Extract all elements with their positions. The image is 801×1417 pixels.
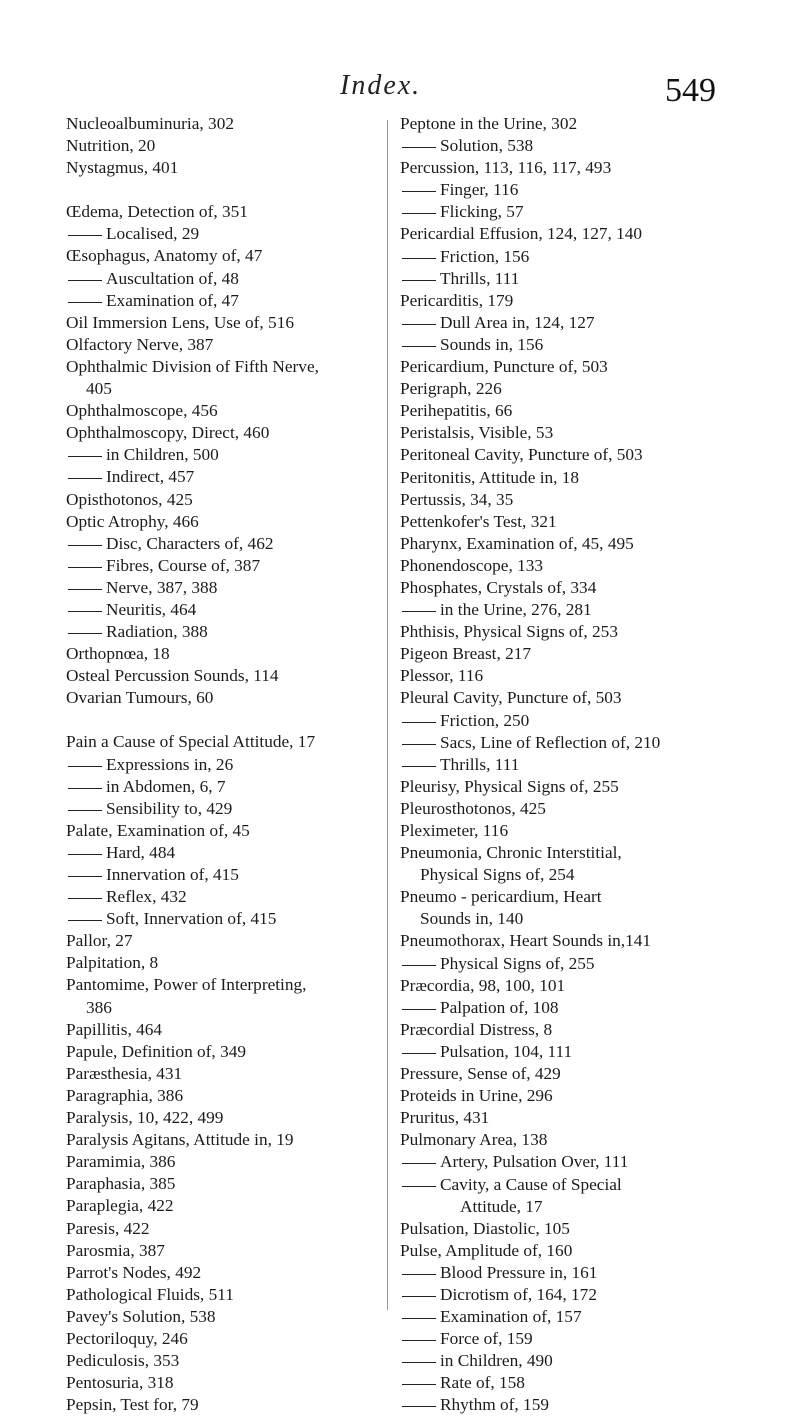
index-subentry [400, 135, 736, 157]
entry-text: Palpitation, 8 [66, 953, 159, 973]
index-subentry [400, 246, 736, 268]
entry-text: Ophthalmoscopy, Direct, 460 [66, 423, 270, 443]
entry-text: Pneumothorax, Heart Sounds in,141 [400, 931, 652, 951]
entry-text: Oil Immersion Lens, Use of, 516 [66, 312, 294, 332]
ditto-dash [68, 589, 102, 590]
index-entry [400, 489, 736, 511]
entry-text: Radiation, 388 [106, 622, 208, 642]
section-gap [66, 709, 386, 731]
entry-text: Pathological Fluids, 511 [66, 1284, 234, 1304]
ditto-dash [68, 876, 102, 877]
entry-text: Pneumonia, Chronic Interstitial, [400, 843, 622, 863]
index-entry [66, 1019, 386, 1041]
entry-text: Rate of, 158 [440, 1373, 525, 1393]
index-subentry [400, 1372, 736, 1394]
index-entry [400, 1107, 736, 1129]
index-entry [66, 1306, 386, 1328]
index-subentry [66, 754, 386, 776]
index-subentry [400, 732, 736, 754]
ditto-dash [402, 1274, 436, 1275]
ditto-dash [402, 1340, 436, 1341]
page-header [0, 70, 801, 110]
entry-text: Disc, Characters of, 462 [106, 533, 274, 553]
ditto-dash [402, 1009, 436, 1010]
index-entry [66, 334, 386, 356]
index-entry [66, 489, 386, 511]
index-subentry [400, 1151, 736, 1173]
index-entry [66, 422, 386, 444]
index-entry [66, 511, 386, 533]
index-entry [66, 1195, 386, 1217]
ditto-dash [402, 1163, 436, 1164]
index-subentry [400, 997, 736, 1019]
index-entry [66, 952, 386, 974]
index-entry [66, 1063, 386, 1085]
index-subentry [66, 886, 386, 908]
entry-text: Œsophagus, Anatomy of, 47 [66, 246, 263, 266]
entry-text: Dicrotism of, 164, 172 [440, 1284, 597, 1304]
entry-text: Indirect, 457 [106, 467, 195, 487]
index-entry-continuation [66, 378, 386, 400]
index-entry [66, 1129, 386, 1151]
entry-text: in Children, 490 [440, 1351, 553, 1371]
ditto-dash [402, 1296, 436, 1297]
entry-text: Orthopnœa, 18 [66, 644, 170, 664]
index-subentry [400, 1174, 736, 1196]
ditto-dash [402, 611, 436, 612]
index-entry [400, 1085, 736, 1107]
index-subentry [400, 599, 736, 621]
ditto-dash [68, 788, 102, 789]
index-entry [400, 1063, 736, 1085]
index-entry [400, 1019, 736, 1041]
entry-text: Pulse, Amplitude of, 160 [400, 1240, 573, 1260]
index-entry [66, 113, 386, 135]
entry-text: Pharynx, Examination of, 45, 495 [400, 533, 634, 553]
index-subentry [66, 533, 386, 555]
entry-text: Sensibility to, 429 [106, 798, 233, 818]
index-entry [400, 467, 736, 489]
index-entry [400, 798, 736, 820]
index-entry [400, 113, 736, 135]
entry-text: Ophthalmic Division of Fifth Nerve, [66, 356, 319, 376]
index-subentry [400, 754, 736, 776]
entry-text: Pigeon Breast, 217 [400, 644, 532, 664]
ditto-dash [68, 235, 102, 236]
ditto-dash [68, 478, 102, 479]
index-entry [66, 1151, 386, 1173]
entry-text: Blood Pressure in, 161 [440, 1262, 598, 1282]
entry-text: Examination of, 157 [440, 1307, 582, 1327]
ditto-dash [68, 302, 102, 303]
ditto-dash [402, 1053, 436, 1054]
entry-text: Dull Area in, 124, 127 [440, 312, 595, 332]
index-subentry [66, 864, 386, 886]
index-entry-continuation [400, 864, 736, 886]
index-subentry [66, 621, 386, 643]
ditto-dash [402, 1362, 436, 1363]
index-entry [66, 157, 386, 179]
entry-text: Peritonitis, Attitude in, 18 [400, 467, 580, 487]
ditto-dash [68, 456, 102, 457]
entry-text: Sacs, Line of Reflection of, 210 [440, 732, 661, 752]
ditto-dash [402, 213, 436, 214]
index-entry [66, 1173, 386, 1195]
ditto-dash [402, 1186, 436, 1187]
entry-text: Paragraphia, 386 [66, 1085, 184, 1105]
entry-text: Pettenkofer's Test, 321 [400, 511, 557, 531]
ditto-dash [68, 920, 102, 921]
ditto-dash [68, 810, 102, 811]
entry-text: Pentosuria, 318 [66, 1373, 174, 1393]
entry-text: Pallor, 27 [66, 931, 133, 951]
entry-text: Pleurisy, Physical Signs of, 255 [400, 776, 619, 796]
ditto-dash [402, 965, 436, 966]
index-subentry [400, 268, 736, 290]
entry-text: Friction, 250 [440, 710, 530, 730]
entry-text: Plessor, 116 [400, 666, 484, 686]
index-subentry [400, 953, 736, 975]
index-subentry [66, 268, 386, 290]
ditto-dash [402, 1384, 436, 1385]
entry-text: Opisthotonos, 425 [66, 489, 193, 509]
index-entry [66, 1218, 386, 1240]
entry-text: Papule, Definition of, 349 [66, 1041, 246, 1061]
index-entry [400, 930, 736, 952]
ditto-dash [68, 545, 102, 546]
ditto-dash [402, 280, 436, 281]
index-subentry [400, 179, 736, 201]
entry-text: Artery, Pulsation Over, 111 [440, 1152, 629, 1172]
entry-text: Paraplegia, 422 [66, 1196, 174, 1216]
index-column-left [66, 113, 386, 1416]
entry-text: Pulmonary Area, 138 [400, 1130, 548, 1150]
index-subentry [66, 444, 386, 466]
entry-text: Thrills, 111 [440, 268, 520, 288]
entry-text: Perigraph, 226 [400, 379, 502, 399]
entry-text: Phthisis, Physical Signs of, 253 [400, 622, 618, 642]
index-entry [66, 731, 386, 753]
index-subentry [400, 1284, 736, 1306]
entry-text: Nucleoalbuminuria, 302 [66, 114, 234, 133]
index-entry [400, 577, 736, 599]
index-entry [400, 290, 736, 312]
section-gap [66, 179, 386, 201]
entry-text: Reflex, 432 [106, 887, 187, 907]
index-entry [400, 400, 736, 422]
entry-text: Friction, 156 [440, 246, 530, 266]
entry-text: Pressure, Sense of, 429 [400, 1064, 561, 1084]
ditto-dash [402, 1318, 436, 1319]
entry-text: Sounds in, 140 [420, 909, 524, 929]
index-entry-continuation [400, 908, 736, 930]
index-entry [66, 930, 386, 952]
index-subentry [66, 599, 386, 621]
entry-text: Perihepatitis, 66 [400, 401, 513, 421]
entry-text: Paralysis Agitans, Attitude in, 19 [66, 1130, 294, 1150]
entry-text: Pain a Cause of Special Attitude, 17 [66, 732, 316, 752]
entry-text: Nystagmus, 401 [66, 158, 179, 178]
entry-text: Præcordial Distress, 8 [400, 1019, 553, 1039]
index-subentry [400, 1328, 736, 1350]
entry-text: 386 [86, 997, 112, 1017]
index-entry [66, 1350, 386, 1372]
index-subentry [400, 1041, 736, 1063]
ditto-dash [402, 766, 436, 767]
entry-text: Papillitis, 464 [66, 1019, 163, 1039]
index-entry [400, 444, 736, 466]
entry-text: Physical Signs of, 255 [440, 953, 595, 973]
entry-text: Pericardium, Puncture of, 503 [400, 357, 608, 377]
entry-text: Peptone in the Urine, 302 [400, 114, 578, 133]
ditto-dash [402, 346, 436, 347]
entry-text: Osteal Percussion Sounds, 114 [66, 666, 279, 686]
index-entry [400, 1240, 736, 1262]
entry-text: Pulsation, Diastolic, 105 [400, 1218, 570, 1238]
index-subentry [400, 1196, 736, 1218]
entry-text: Thrills, 111 [440, 754, 520, 774]
entry-text: Soft, Innervation of, 415 [106, 909, 277, 929]
index-subentry [66, 223, 386, 245]
entry-text: Ovarian Tumours, 60 [66, 688, 214, 708]
entry-text: Hard, 484 [106, 842, 176, 862]
index-entry [66, 687, 386, 709]
index-entry [66, 1041, 386, 1063]
index-entry [66, 1284, 386, 1306]
index-entry [66, 820, 386, 842]
index-entry-continuation [66, 997, 386, 1019]
ditto-dash [402, 744, 436, 745]
index-column-right [400, 113, 736, 1417]
index-entry [400, 1129, 736, 1151]
index-entry [400, 665, 736, 687]
index-subentry [400, 1306, 736, 1328]
index-entry [400, 975, 736, 997]
index-subentry [400, 1350, 736, 1372]
index-entry [66, 312, 386, 334]
entry-text: Pectoriloquy, 246 [66, 1328, 188, 1348]
entry-text: Percussion, 113, 116, 117, 493 [400, 158, 612, 178]
entry-text: Finger, 116 [440, 180, 519, 200]
index-subentry [400, 1394, 736, 1416]
index-subentry [66, 776, 386, 798]
entry-text: Pericardial Effusion, 124, 127, 140 [400, 224, 643, 244]
index-entry [400, 422, 736, 444]
entry-text: Phonendoscope, 133 [400, 555, 544, 575]
ditto-dash [68, 854, 102, 855]
entry-text: Palpation of, 108 [440, 997, 559, 1017]
entry-text: Neuritis, 464 [106, 599, 197, 619]
index-entry [400, 157, 736, 179]
index-entry [400, 533, 736, 555]
index-entry [400, 842, 736, 864]
entry-text: Auscultation of, 48 [106, 268, 239, 288]
entry-text: Paresis, 422 [66, 1218, 150, 1238]
index-entry [66, 1107, 386, 1129]
entry-text: Proteids in Urine, 296 [400, 1086, 553, 1106]
index-entry [400, 378, 736, 400]
entry-text: Parosmia, 387 [66, 1240, 165, 1260]
entry-text: Pepsin, Test for, 79 [66, 1395, 199, 1415]
index-subentry [400, 710, 736, 732]
entry-text: Paraphasia, 385 [66, 1174, 176, 1194]
entry-text: Præcordia, 98, 100, 101 [400, 975, 566, 995]
entry-text: Attitude, 17 [460, 1196, 543, 1216]
index-entry [400, 820, 736, 842]
index-entry [66, 665, 386, 687]
index-entry [66, 1240, 386, 1262]
entry-text: 405 [86, 379, 112, 399]
index-entry [400, 621, 736, 643]
ditto-dash [68, 611, 102, 612]
entry-text: Paramimia, 386 [66, 1152, 176, 1172]
entry-text: Cavity, a Cause of Special [440, 1174, 622, 1194]
entry-text: Pantomime, Power of Interpreting, [66, 975, 307, 995]
index-entry [66, 1328, 386, 1350]
ditto-dash [68, 766, 102, 767]
ditto-dash [402, 147, 436, 148]
entry-text: Pleural Cavity, Puncture of, 503 [400, 688, 622, 708]
entry-text: in Abdomen, 6, 7 [106, 776, 226, 796]
index-entry [66, 135, 386, 157]
index-entry [400, 776, 736, 798]
entry-text: Olfactory Nerve, 387 [66, 334, 214, 354]
index-subentry [66, 798, 386, 820]
index-subentry [66, 908, 386, 930]
ditto-dash [402, 191, 436, 192]
entry-text: Pruritus, 431 [400, 1108, 490, 1128]
entry-text: Œdema, Detection of, 351 [66, 202, 248, 222]
page-number: 549 [665, 72, 716, 109]
index-entry [66, 1372, 386, 1394]
entry-text: Sounds in, 156 [440, 334, 544, 354]
index-entry [66, 201, 386, 223]
entry-text: Paralysis, 10, 422, 499 [66, 1108, 224, 1128]
entry-text: Pericarditis, 179 [400, 290, 514, 310]
running-title: Index. [340, 70, 422, 101]
entry-text: Rhythm of, 159 [440, 1395, 549, 1415]
entry-text: Flicking, 57 [440, 202, 524, 222]
index-entry [66, 643, 386, 665]
ditto-dash [68, 280, 102, 281]
entry-text: Palate, Examination of, 45 [66, 820, 250, 840]
index-entry [400, 1218, 736, 1240]
entry-text: Localised, 29 [106, 224, 200, 244]
index-subentry [66, 290, 386, 312]
entry-text: Pulsation, 104, 111 [440, 1041, 573, 1061]
index-subentry [400, 334, 736, 356]
entry-text: in Children, 500 [106, 445, 219, 465]
entry-text: Peristalsis, Visible, 53 [400, 423, 554, 443]
ditto-dash [402, 324, 436, 325]
index-subentry [400, 312, 736, 334]
index-subentry [66, 555, 386, 577]
index-entry [66, 1262, 386, 1284]
entry-text: Fibres, Course of, 387 [106, 555, 261, 575]
index-subentry [400, 1262, 736, 1284]
ditto-dash [68, 633, 102, 634]
ditto-dash [68, 898, 102, 899]
ditto-dash [402, 258, 436, 259]
entry-text: Innervation of, 415 [106, 865, 239, 884]
entry-text: Nerve, 387, 388 [106, 577, 218, 597]
ditto-dash [402, 1406, 436, 1407]
entry-text: Paræsthesia, 431 [66, 1063, 183, 1083]
index-entry [66, 400, 386, 422]
index-entry [66, 356, 386, 378]
entry-text: Physical Signs of, 254 [420, 865, 575, 885]
entry-text: Pertussis, 34, 35 [400, 489, 514, 509]
ditto-dash [68, 567, 102, 568]
entry-text: Optic Atrophy, 466 [66, 511, 199, 531]
entry-text: Pediculosis, 353 [66, 1351, 180, 1371]
entry-text: Examination of, 47 [106, 290, 239, 310]
index-entry [400, 555, 736, 577]
entry-text: Pleurosthotonos, 425 [400, 798, 546, 818]
index-entry [400, 223, 736, 245]
index-entry [66, 245, 386, 267]
entry-text: Nutrition, 20 [66, 136, 156, 156]
entry-text: Parrot's Nodes, 492 [66, 1262, 202, 1282]
entry-text: Pneumo - pericardium, Heart [400, 887, 602, 907]
entry-text: Pleximeter, 116 [400, 821, 509, 840]
entry-text: Peritoneal Cavity, Puncture of, 503 [400, 445, 643, 465]
entry-text: Phosphates, Crystals of, 334 [400, 577, 597, 597]
entry-text: Solution, 538 [440, 136, 534, 156]
index-entry [400, 511, 736, 533]
index-entry [400, 886, 736, 908]
entry-text: Ophthalmoscope, 456 [66, 401, 218, 421]
index-entry [66, 974, 386, 996]
index-subentry [66, 842, 386, 864]
index-subentry [66, 577, 386, 599]
index-entry [400, 643, 736, 665]
ditto-dash [402, 722, 436, 723]
entry-text: Expressions in, 26 [106, 754, 234, 774]
index-entry [66, 1085, 386, 1107]
index-entry [400, 687, 736, 709]
index-subentry [66, 466, 386, 488]
index-subentry [400, 201, 736, 223]
index-entry [66, 1394, 386, 1416]
column-divider [387, 120, 388, 1310]
entry-text: Force of, 159 [440, 1329, 533, 1349]
entry-text: in the Urine, 276, 281 [440, 600, 592, 620]
index-entry [400, 356, 736, 378]
entry-text: Pavey's Solution, 538 [66, 1306, 216, 1326]
